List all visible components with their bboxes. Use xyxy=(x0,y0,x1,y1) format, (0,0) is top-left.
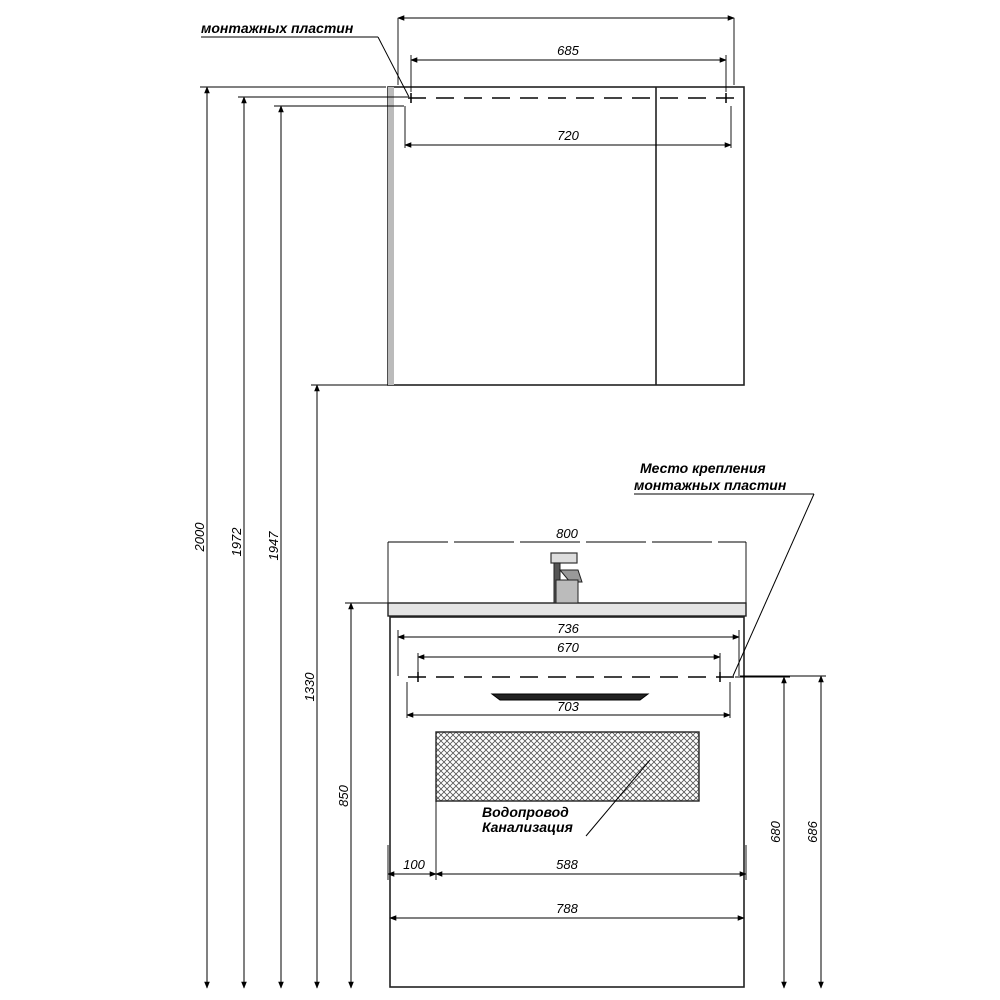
dimension-850 xyxy=(336,603,388,988)
dim-703-value: 703 xyxy=(557,699,579,714)
dimension-2000 xyxy=(192,87,386,988)
dimension-720 xyxy=(405,106,731,148)
dimension-670 xyxy=(418,640,720,672)
dim-850-value: 850 xyxy=(336,785,351,807)
note-mounting-top xyxy=(201,20,409,97)
dim-588-value: 588 xyxy=(556,857,578,872)
dimension-800 xyxy=(556,526,578,541)
dimension-788 xyxy=(390,901,744,918)
faucet-icon xyxy=(551,553,582,603)
dim-686-value: 686 xyxy=(805,821,820,843)
dim-736-value: 736 xyxy=(557,621,579,636)
dim-1947-value: 1947 xyxy=(266,531,281,561)
note-mounting-top-text: монтажных пластин xyxy=(201,20,354,36)
dim-1330-value: 1330 xyxy=(302,672,317,702)
dim-680-value: 680 xyxy=(768,821,783,843)
dim-685-value: 685 xyxy=(557,43,579,58)
mirror-cabinet-left-shading xyxy=(388,87,394,385)
vanity-unit xyxy=(388,542,746,987)
pipes-zone xyxy=(436,732,699,801)
dim-1972-value: 1972 xyxy=(229,527,244,557)
dimension-685 xyxy=(411,43,726,92)
dim-2000-value: 2000 xyxy=(192,522,207,552)
dim-670-value: 670 xyxy=(557,640,579,655)
dim-720-value: 720 xyxy=(557,128,579,143)
dimension-686 xyxy=(740,676,826,988)
note-mounting-vanity-line2: монтажных пластин xyxy=(634,477,787,493)
note-pipes-line2: Канализация xyxy=(482,819,573,835)
note-pipes-line1: Водопровод xyxy=(482,804,569,820)
dim-100-value: 100 xyxy=(403,857,425,872)
dimension-1947 xyxy=(266,106,404,988)
dimension-1972 xyxy=(229,97,408,988)
dimension-1330 xyxy=(302,385,388,988)
dim-800-value: 800 xyxy=(556,526,578,541)
dim-788-value: 788 xyxy=(556,901,578,916)
note-mounting-vanity-line1: Место крепления xyxy=(640,460,766,476)
vanity-cabinet-body xyxy=(390,617,744,987)
note-mounting-vanity xyxy=(634,460,814,676)
dimension-703 xyxy=(407,682,730,718)
basin-counter xyxy=(388,603,746,616)
